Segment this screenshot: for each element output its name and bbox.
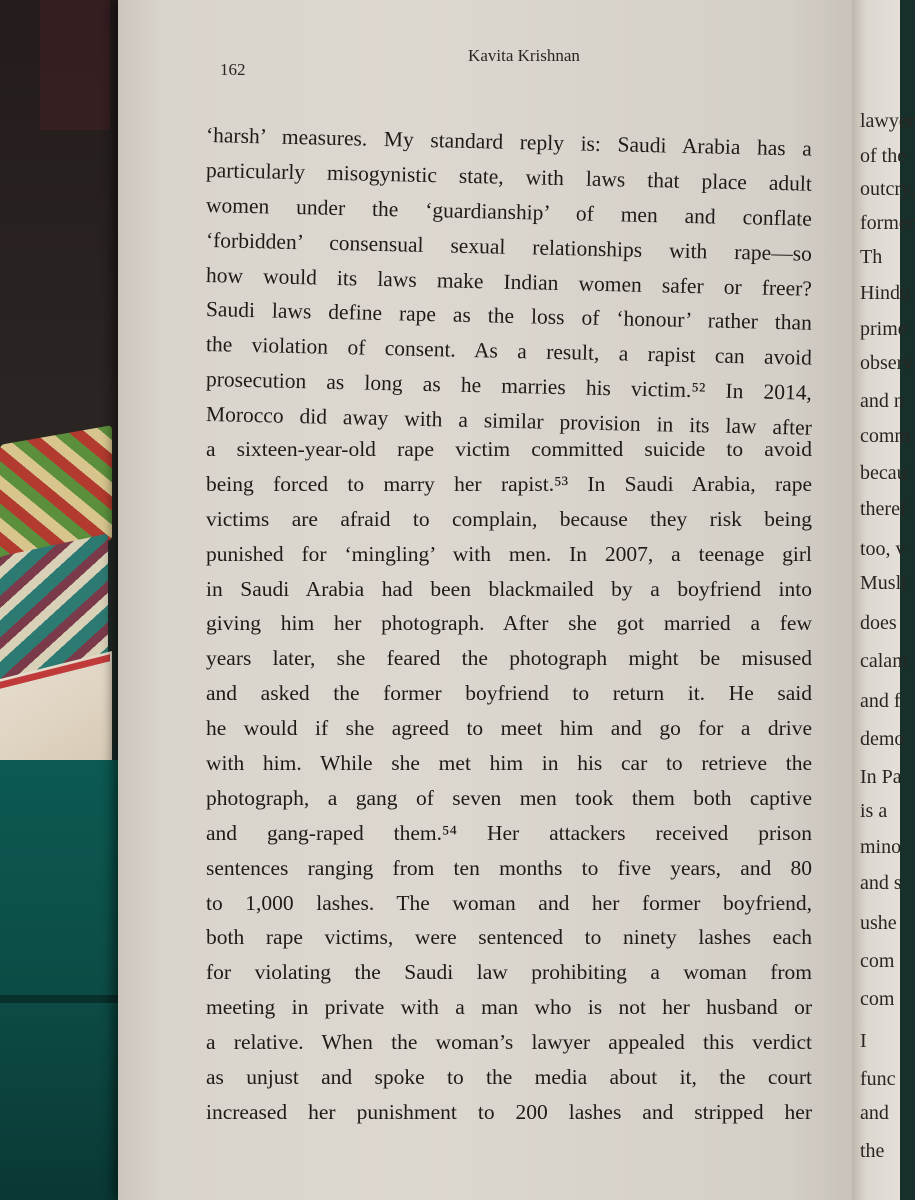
text-line: photograph, a gang of seven men took them both captive: [206, 785, 812, 810]
body-text: [206, 118, 812, 1130]
facing-page-fragment: prime: [860, 318, 907, 340]
text-line: to 1,000 lashes. The woman and her former boyfriend,: [206, 890, 812, 915]
text-line: a relative. When the woman’s lawyer appealed this verdict: [206, 1030, 812, 1055]
facing-page-fragment: and: [860, 1102, 889, 1124]
text-line: giving him her photograph. After she got married a few: [206, 611, 812, 636]
facing-page-fragment: lawyer: [860, 110, 915, 132]
text-line: and asked the former boyfriend to return it. He said: [206, 681, 812, 706]
page-number: 162: [220, 60, 246, 79]
text-line: particularly misogynistic state, with laws that place adult: [205, 157, 813, 196]
facing-page-fragment: and f: [860, 690, 901, 712]
facing-page-fragment: the: [860, 1140, 885, 1162]
text-line: increased her punishment to 200 lashes and stripped her: [206, 1099, 812, 1124]
text-line: the violation of consent. As a result, a rapist can avoid: [205, 332, 813, 371]
text-line: punished for ‘mingling’ with men. In 2007, a teenage girl: [206, 541, 812, 566]
facing-page-fragment: In Pa: [860, 766, 902, 788]
text-line: Morocco did away with a similar provision in its law after: [205, 402, 813, 440]
text-line: victims are afraid to complain, because they risk being: [206, 506, 812, 531]
text-line: with him. While she met him in his car to retrieve the: [206, 751, 812, 776]
facing-page-fragment: calam: [860, 650, 908, 672]
facing-page-fragment: too, v: [860, 538, 906, 560]
facing-page-fragment: comm: [860, 425, 910, 447]
facing-page-fragment: theref: [860, 498, 907, 520]
facing-page: [852, 0, 915, 1200]
facing-page-fragment: com: [860, 950, 895, 972]
facing-page-fragment: Hindu: [860, 282, 910, 304]
text-line: as unjust and spoke to the media about it, the court: [206, 1065, 812, 1090]
facing-page-fragment: is a: [860, 800, 888, 822]
facing-page-fragment: func: [860, 1068, 896, 1090]
facing-page-fragment: and n: [860, 390, 904, 412]
facing-page-fragment: ushe: [860, 912, 897, 934]
facing-page-fragment: former: [860, 212, 915, 234]
facing-page-fragment: I: [860, 1030, 867, 1052]
facing-page-fragment: outcry,: [860, 178, 915, 200]
text-line: years later, she feared the photograph might be misused: [206, 646, 812, 671]
text-line: both rape victims, were sentenced to ninety lashes each: [206, 925, 812, 950]
text-line: how would its laws make Indian women safer or freer?: [205, 262, 813, 301]
facing-page-fragment: demo: [860, 728, 905, 750]
running-head: Kavita Krishnan: [468, 46, 580, 65]
text-line: and gang-raped them.⁵⁴ Her attackers received prison: [206, 820, 812, 845]
text-line: ‘forbidden’ consensual sexual relationships with rape—so: [205, 227, 813, 266]
background-object: [40, 0, 110, 130]
facing-page-fragment: Musli: [860, 572, 907, 594]
text-line: in Saudi Arabia had been blackmailed by a boyfriend into: [206, 576, 812, 601]
facing-page-fragment: Th: [860, 246, 883, 268]
text-line: a sixteen-year-old rape victim committed suicide to avoid: [206, 437, 812, 462]
text-line: meeting in private with a man who is not her husband or: [206, 995, 812, 1020]
text-line: women under the ‘guardianship’ of men and conflate: [205, 192, 813, 231]
facing-page-fragment: mino: [860, 836, 902, 858]
facing-page-fragment: does: [860, 612, 897, 634]
facing-page-fragment: becau: [860, 462, 907, 484]
text-line: being forced to marry her rapist.⁵³ In Saudi Arabia, rape: [206, 471, 812, 496]
text-line: prosecution as long as he marries his victim.⁵² In 2014,: [205, 367, 813, 405]
facing-page-fragment: and s: [860, 872, 902, 894]
text-line: Saudi laws define rape as the loss of ‘honour’ rather than: [205, 297, 813, 336]
text-line: ‘harsh’ measures. My standard reply is: Saudi Arabia has a: [205, 123, 813, 161]
facing-page-fragment: of the: [860, 145, 907, 167]
text-line: for violating the Saudi law prohibiting a woman from: [206, 960, 812, 985]
book-page: [118, 0, 860, 1200]
facing-page-fragment: com: [860, 988, 895, 1010]
text-line: he would if she agreed to meet him and go for a drive: [206, 716, 812, 741]
facing-page-fragment: observ: [860, 352, 914, 374]
text-line: sentences ranging from ten months to five years, and 80: [206, 855, 812, 880]
